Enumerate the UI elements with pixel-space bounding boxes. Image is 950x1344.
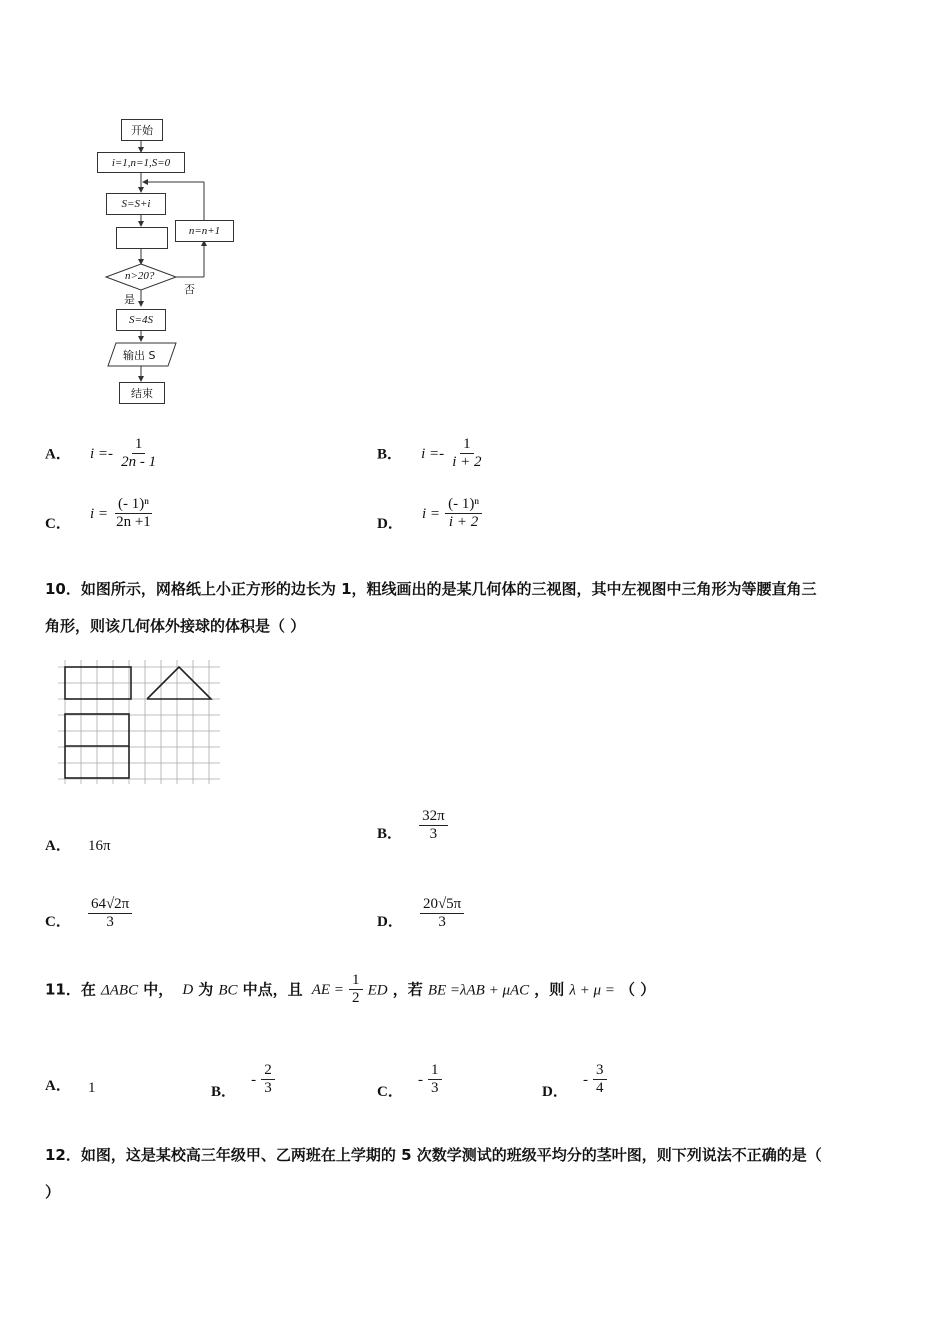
option-lhs: i = [89,506,108,523]
q11-segment-bc: BC [218,982,238,999]
fraction-numerator: 2 [261,1062,275,1080]
q10-stem-line1: 10．如图所示，网格纸上小正方形的边长为 1，粗线画出的是某几何体的三视图，其中左视图中三角形为等腰直角三 [45,580,817,598]
option-sign: - [582,1072,588,1089]
q10-option-d[interactable] [377,896,464,932]
q11-text: 11．在 [45,980,96,999]
q11-text: 中， [143,980,174,999]
fraction-denominator: 3 [431,1080,439,1097]
option-label: C． [377,1084,403,1101]
option-lhs: i =- [421,446,445,463]
option-label: A． [45,838,71,854]
fraction-numerator: 64√2π [88,896,132,914]
option-lhs: i =- [89,446,113,463]
fraction-numerator: 32π [419,808,448,826]
option-label: B． [377,826,403,843]
option-label: D． [377,914,403,931]
fraction-denominator: 2 [352,990,360,1007]
fraction-numerator: 1 [349,972,363,990]
option-label: B． [377,446,403,463]
flowchart-sum: S=S+i [106,193,166,215]
flowchart-no-label: 否 [184,283,195,296]
flowchart-yes-label: 是 [124,293,135,306]
flowchart [90,110,250,410]
fraction-denominator: 2n - 1 [121,454,157,471]
q11-point-d: D [182,982,194,999]
flowchart-blank-box [116,227,168,249]
three-view-grid-figure [58,660,220,784]
fraction-denominator: 3 [429,826,438,843]
fraction-numerator: 1 [428,1062,442,1080]
flowchart-start: 开始 [121,119,163,141]
q10-option-b[interactable] [377,808,448,844]
q11-triangle: ΔABC [100,982,139,999]
option-lhs: i = [421,506,440,523]
flowchart-condition: n>20? [125,270,155,282]
q12-stem-line1: 12．如图，这是某校高三年级甲、乙两班在上学期的 5 次数学测试的班级平均分的茎叶图，则下列说法不正确的是（ [45,1146,822,1164]
option-label: B． [211,1084,237,1101]
q11-option-d[interactable] [542,1062,607,1101]
option-label: C． [45,516,71,533]
fraction-numerator: (- 1)ⁿ [115,496,152,514]
q11-text: 中点，且 [242,980,303,999]
option-value: 1 [87,1080,96,1096]
q11-text: 为 [198,980,214,999]
q9-option-d[interactable] [377,496,482,532]
fraction-numerator: 1 [460,436,474,454]
fraction-denominator: 3 [264,1080,272,1097]
option-sign: - [417,1072,423,1089]
q11-vector-ed: ED [367,982,388,999]
fraction-denominator: 3 [438,914,446,931]
flowchart-increment: n=n+1 [175,220,234,242]
q11-vector-ae: AE = [311,982,344,999]
q11-expression: BE =λAB + μAC [427,982,530,999]
q10-option-c[interactable] [45,896,132,932]
option-label: D． [542,1084,568,1101]
q9-option-a[interactable] [45,436,159,472]
q11-sum: λ + μ = [569,982,615,999]
option-label: D． [377,516,403,533]
option-value: 16π [87,838,111,854]
flowchart-init: i=1,n=1,S=0 [97,152,185,173]
fraction-denominator: 2n +1 [116,514,151,531]
flowchart-output: 输出 S [123,349,156,362]
option-sign: - [251,1072,257,1089]
q9-option-c[interactable] [45,496,154,532]
fraction-denominator: 3 [106,914,114,931]
q11-text: ，则 [534,980,565,999]
flowchart-end: 结束 [119,382,165,404]
fraction-numerator: 20√5π [420,896,464,914]
q11-text: （ ） [620,980,656,999]
q11-option-a[interactable] [45,1062,96,1096]
q11-option-c[interactable] [377,1062,442,1101]
q10-stem-line2: 角形，则该几何体外接球的体积是（ ） [45,617,306,635]
q11-text: ，若 [392,980,423,999]
fraction-denominator: i + 2 [452,454,482,471]
q12-stem-line2: ） [45,1183,61,1201]
fraction-denominator: i + 2 [448,514,479,531]
option-label: A． [45,446,71,463]
fraction-numerator: 3 [593,1062,607,1080]
option-label: A． [45,1078,71,1094]
fraction-denominator: 4 [596,1080,604,1097]
fraction-numerator: (- 1)ⁿ [445,496,482,514]
option-label: C． [45,914,71,931]
q10-option-a[interactable] [45,834,111,855]
flowchart-assign: S=4S [116,309,166,331]
q11-stem [45,972,655,1008]
fraction-numerator: 1 [132,436,146,454]
q9-option-b[interactable] [377,436,485,472]
q11-option-b[interactable] [211,1062,275,1101]
